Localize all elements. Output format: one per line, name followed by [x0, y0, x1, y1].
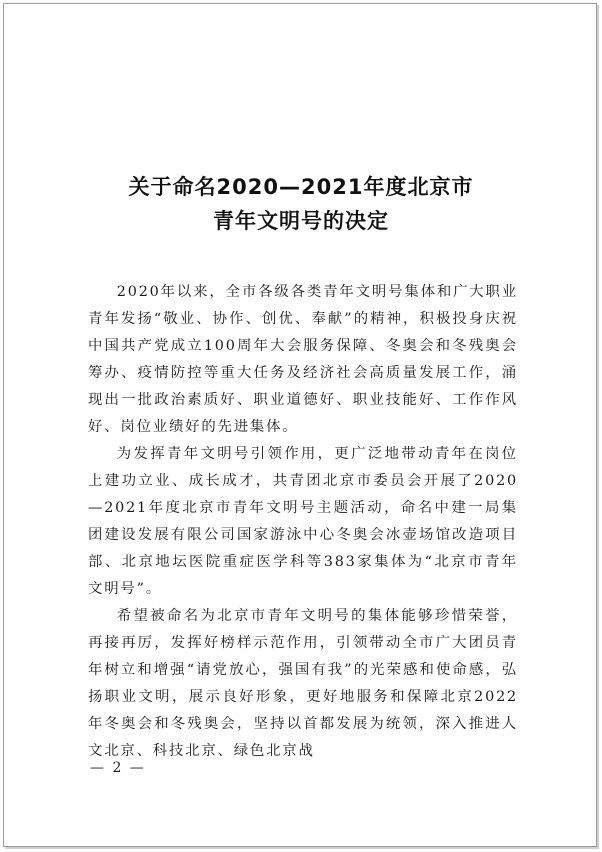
paragraph-2: 为发挥青年文明号引领作用，更广泛地带动青年在岗位上建功立业、成长成才，共青团北京市委员会开展了2020—2021年度北京市青年文明号主题活动，命名中建一局集团建设发展有限公司国家游泳中心冬奥会冰壶场馆改造项目部、北京地坛医院重症医学科等383家集体为“北京市青年文明号”。: [88, 446, 518, 597]
document-title-line-1: 关于命名2020—2021年度北京市: [128, 175, 474, 199]
document-body: [88, 279, 518, 765]
paragraph-1: 2020年以来，全市各级各类青年文明号集体和广大职业青年发扬“敬业、协作、创优、奉献”的精神，积极投身庆祝中国共产党成立100周年大会服务保障、冬奥会和冬残奥会筹办、疫情防控等重大任务及经济社会高质量发展工作，涌现出一批政治素质好、职业道德好、职业技能好、工作作风好、岗位业绩好的先进集体。: [88, 284, 518, 435]
page-number: — 2 —: [90, 760, 146, 776]
paragraph-3: 希望被命名为北京市青年文明号的集体能够珍惜荣誉，再接再厉，发挥好榜样示范作用，引领带动全市广大团员青年树立和增强“请党放心，强国有我”的光荣感和使命感，弘扬职业文明，展示良好形象，更好地服务和保障北京2022年冬奥会和冬残奥会，坚持以首都发展为统领，深入推进人文北京、科技北京、绿色北京战: [88, 608, 518, 759]
document-title-line-2: 青年文明号的决定: [213, 209, 389, 233]
